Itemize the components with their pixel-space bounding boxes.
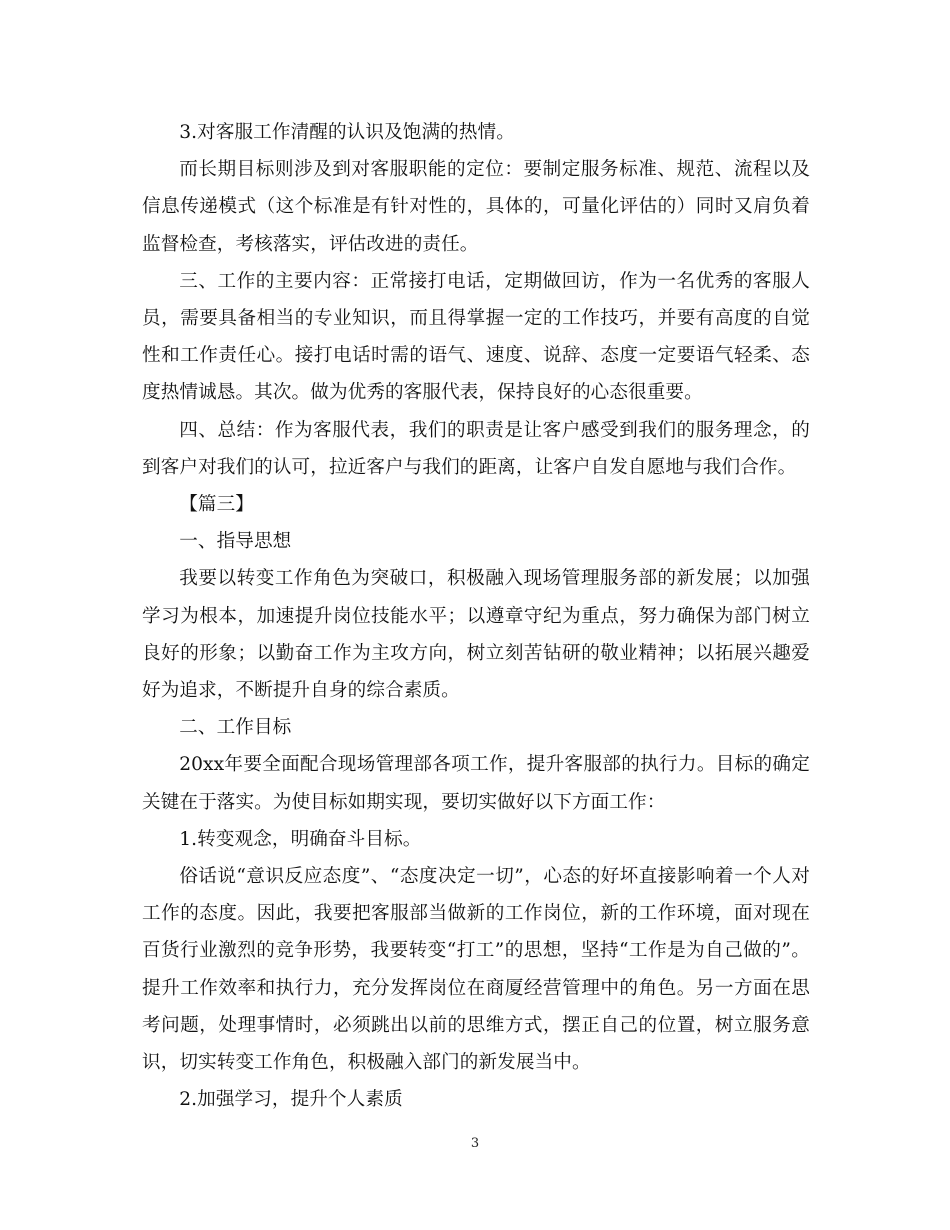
- document-body: [142, 114, 810, 1118]
- section-heading-part-three: 【篇三】: [179, 494, 254, 516]
- paragraph-guiding-thought: 我要以转变工作角色为突破口，积极融入现场管理服务部的新发展；以加强学习为根本，加速提升岗位技能水平；以遵章守纪为重点，努力确保为部门树立良好的形象；以勤奋工作为主攻方向，树立刻苦钻研的敬业精神；以拓展兴趣爱好为追求，不断提升自身的综合素质。: [142, 568, 810, 702]
- paragraph-long-term-goal: 而长期目标则涉及到对客服职能的定位：要制定服务标准、规范、流程以及信息传递模式（这个标准是有针对性的，具体的，可量化评估的）同时又肩负着监督检查，考核落实，评估改进的责任。: [142, 159, 810, 255]
- section-heading-guiding-thought: 一、指导思想: [179, 531, 292, 553]
- paragraph-item-1-change-mindset: 1.转变观念，明确奋斗目标。: [179, 828, 422, 850]
- paragraph-main-work-content: 三、工作的主要内容：正常接打电话，定期做回访，作为一名优秀的客服人员，需要具备相当的专业知识，而且得掌握一定的工作技巧，并要有高度的自觉性和工作责任心。接打电话时需的语气、速度、说辞、态度一定要语气轻柔、态度热情诚恳。其次。做为优秀的客服代表，保持良好的心态很重要。: [142, 270, 810, 404]
- paragraph-work-goal: 20xx年要全面配合现场管理部各项工作，提升客服部的执行力。目标的确定关键在于落实。为使目标如期实现，要切实做好以下方面工作：: [142, 754, 810, 813]
- section-heading-work-goal: 二、工作目标: [179, 717, 292, 739]
- paragraph-mindset-detail: 俗话说“意识反应态度”、“态度决定一切”，心态的好坏直接影响着一个人对工作的态度。因此，我要把客服部当做新的工作岗位，新的工作环境，面对现在百货行业激烈的竞争形势，我要转变“打工”的思想，坚持“工作是为自己做的”。提升工作效率和执行力，充分发挥岗位在商厦经营管理中的角色。另一方面在思考问题，处理事情时，必须跳出以前的思维方式，摆正自己的位置，树立服务意识，切实转变工作角色，积极融入部门的新发展当中。: [142, 866, 810, 1074]
- paragraph-summary: 四、总结：作为客服代表，我们的职责是让客户感受到我们的服务理念，的到客户对我们的认可，拉近客户与我们的距离，让客户自发自愿地与我们合作。: [142, 419, 810, 478]
- page-number: 3: [470, 1136, 480, 1151]
- paragraph-item-2-strengthen-learning: 2.加强学习，提升个人素质: [179, 1089, 403, 1111]
- paragraph-item-3-attitude: 3.对客服工作清醒的认识及饱满的热情。: [179, 122, 515, 143]
